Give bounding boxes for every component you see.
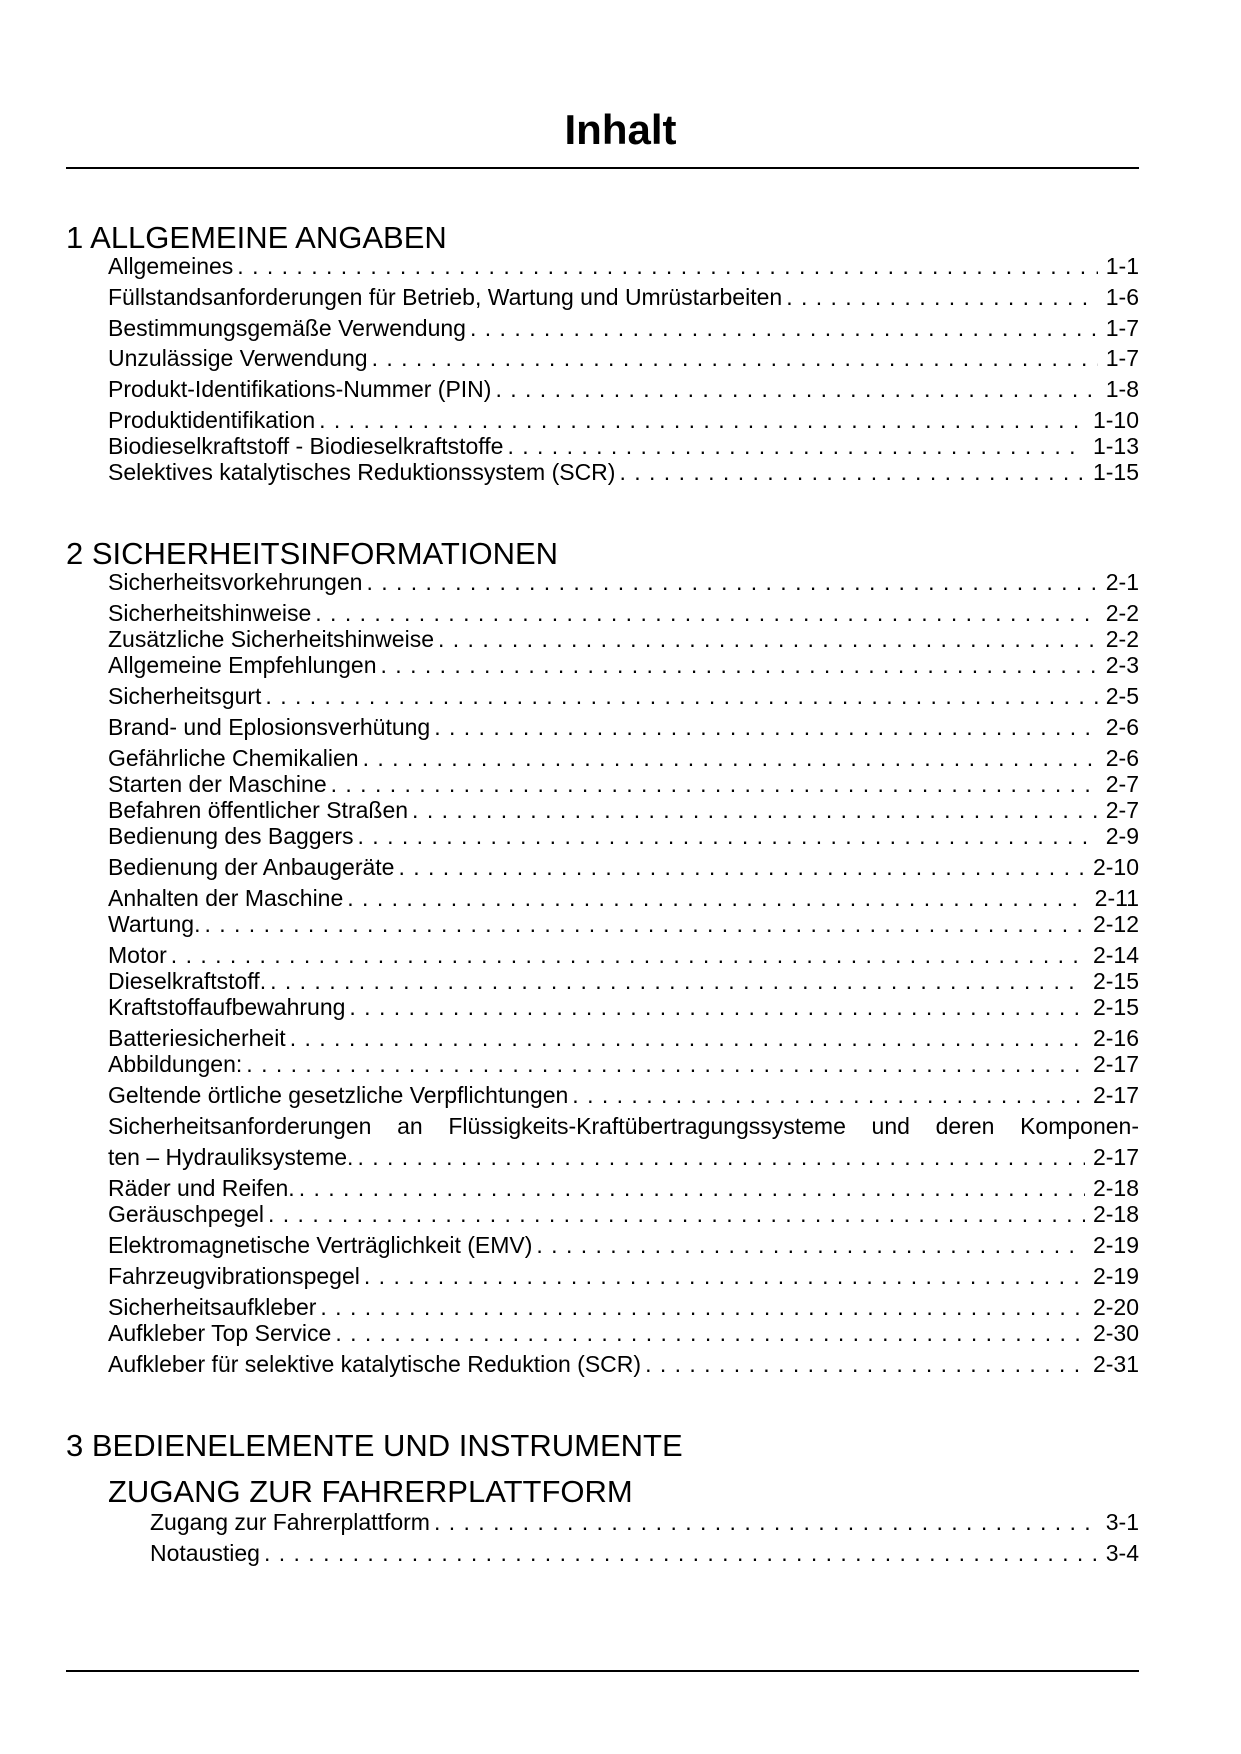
toc-entry-page: 2-17 <box>1092 1082 1139 1108</box>
toc-entry-label: Aufkleber Top Service <box>108 1320 332 1346</box>
toc-entry-page: 2-17 <box>1092 1144 1139 1170</box>
toc-entry-page: 2-30 <box>1092 1320 1139 1346</box>
toc-entry-page: 2-7 <box>1105 771 1139 797</box>
toc-entry-page: 2-19 <box>1092 1232 1139 1258</box>
toc-entry-label: Befahren öffentlicher Straßen <box>108 797 409 823</box>
dot-leader <box>315 599 1097 627</box>
toc-entry[interactable] <box>108 344 1139 372</box>
top-rule <box>66 167 1139 169</box>
toc-entry[interactable] <box>108 599 1139 627</box>
toc-entry-label: Füllstandsanforderungen für Betrieb, Wartung und Umrüstarbeiten <box>108 284 783 310</box>
section-heading: 1 ALLGEMEINE ANGABEN <box>66 220 447 255</box>
page-title: Inhalt <box>564 106 677 153</box>
toc-entry-label: Wartung. <box>108 911 201 937</box>
toc-entry-page: 2-18 <box>1092 1201 1139 1227</box>
dot-leader <box>358 822 1098 850</box>
dot-leader <box>438 625 1098 653</box>
bottom-rule <box>66 1670 1139 1672</box>
dot-leader <box>270 967 1085 995</box>
toc-entry[interactable] <box>108 252 1139 280</box>
toc-entry-page: 2-10 <box>1092 854 1139 880</box>
toc-entry-label: Gefährliche Chemikalien <box>108 745 359 771</box>
dot-leader <box>171 941 1085 969</box>
dot-leader <box>507 432 1084 460</box>
toc-entry-page: 2-1 <box>1105 569 1139 595</box>
toc-entry-label: Dieselkraftstoff. <box>108 968 267 994</box>
toc-entry[interactable] <box>108 796 1139 824</box>
toc-entry-label: Anhalten der Maschine <box>108 885 344 911</box>
toc-entry[interactable] <box>108 1024 1139 1052</box>
toc-entry[interactable] <box>108 406 1139 434</box>
toc-entry-label: Sicherheitsgurt <box>108 683 262 709</box>
toc-entry-page: 1-6 <box>1105 284 1139 310</box>
toc-entry-label: Abbildungen: <box>108 1051 243 1077</box>
dot-leader <box>372 344 1098 372</box>
dot-leader <box>290 1024 1085 1052</box>
toc-entry[interactable] <box>108 941 1139 969</box>
dot-leader <box>434 1508 1098 1536</box>
toc-entry[interactable] <box>108 1050 1139 1078</box>
toc-entry[interactable] <box>108 283 1139 311</box>
toc-entry-page: 2-6 <box>1105 714 1139 740</box>
toc-entry-label: Starten der Maschine <box>108 771 327 797</box>
subsection-heading: ZUGANG ZUR FAHRERPLATTFORM <box>108 1474 633 1509</box>
toc-entry-page: 2-19 <box>1092 1263 1139 1289</box>
dot-leader <box>786 283 1098 311</box>
toc-entry[interactable] <box>108 1262 1139 1290</box>
toc-entry-page: 1-7 <box>1105 315 1139 341</box>
toc-entry-label-line2: ten – Hydrauliksysteme. <box>108 1144 354 1170</box>
toc-entry-page: 1-13 <box>1092 433 1139 459</box>
dot-leader <box>349 993 1085 1021</box>
toc-entry[interactable] <box>108 1081 1139 1109</box>
toc-entry[interactable] <box>150 1508 1139 1536</box>
toc-entry-page: 3-1 <box>1105 1509 1139 1535</box>
toc-entry-label: Zugang zur Fahrerplattform <box>150 1509 430 1535</box>
dot-leader <box>398 853 1084 881</box>
dot-leader <box>619 458 1085 486</box>
toc-entry-label: Räder und Reifen. <box>108 1175 295 1201</box>
toc-entry[interactable] <box>108 967 1139 995</box>
toc-entry[interactable] <box>108 1174 1139 1202</box>
toc-entry-page: 2-6 <box>1105 745 1139 771</box>
toc-entry-page: 2-12 <box>1092 911 1139 937</box>
toc-entry-label: Fahrzeugvibrationspegel <box>108 1263 360 1289</box>
toc-entry-label: Elektromagnetische Verträglichkeit (EMV) <box>108 1232 533 1258</box>
toc-entry-page: 2-20 <box>1092 1294 1139 1320</box>
toc-entry-label: Produktidentifikation <box>108 407 316 433</box>
dot-leader <box>645 1350 1085 1378</box>
dot-leader <box>357 1143 1085 1171</box>
toc-entry[interactable] <box>108 853 1139 881</box>
toc-entry-label: Sicherheitsaufkleber <box>108 1294 317 1320</box>
toc-entry[interactable] <box>108 1200 1139 1228</box>
toc-entry-label: Kraftstoffaufbewahrung <box>108 994 346 1020</box>
toc-entry-label: Bedienung des Baggers <box>108 823 354 849</box>
toc-entry-label: Selektives katalytisches Reduktionssystem (SCR) <box>108 459 616 485</box>
toc-entry[interactable] <box>150 1539 1139 1567</box>
dot-leader <box>363 744 1098 772</box>
toc-entry[interactable] <box>108 993 1139 1021</box>
dot-leader <box>335 1319 1085 1347</box>
dot-leader <box>347 884 1086 912</box>
dot-leader <box>434 713 1098 741</box>
toc-entry-page: 2-31 <box>1092 1351 1139 1377</box>
toc-entry[interactable] <box>108 682 1139 710</box>
toc-entry-label: Sicherheitsvorkehrungen <box>108 569 363 595</box>
toc-entry[interactable] <box>108 1350 1139 1378</box>
toc-entry-page: 3-4 <box>1105 1540 1139 1566</box>
toc-entry-page: 1-1 <box>1105 253 1139 279</box>
toc-entry-label: Bestimmungsgemäße Verwendung <box>108 315 466 341</box>
toc-entry-label: Aufkleber für selektive katalytische Reduktion (SCR) <box>108 1351 642 1377</box>
dot-leader <box>320 1293 1085 1321</box>
toc-entry-label: Bedienung der Anbaugeräte <box>108 854 395 880</box>
toc-entry[interactable] <box>108 625 1139 653</box>
toc-entry-page: 2-3 <box>1105 652 1139 678</box>
dot-leader <box>331 770 1098 798</box>
dot-leader <box>246 1050 1085 1078</box>
toc-entry-label: Produkt-Identifikations-Nummer (PIN) <box>108 376 492 402</box>
toc-entry-label-line1: Sicherheitsanforderungen an Flüssigkeits-Kraftübertragungssysteme und deren Komponen- <box>108 1113 1139 1139</box>
toc-entry-page: 2-14 <box>1092 942 1139 968</box>
dot-leader <box>536 1231 1085 1259</box>
section-heading: 3 BEDIENELEMENTE UND INSTRUMENTE <box>66 1428 683 1463</box>
dot-leader <box>572 1081 1085 1109</box>
dot-leader <box>265 682 1097 710</box>
toc-entry-label: Motor <box>108 942 167 968</box>
toc-entry-page: 2-17 <box>1092 1051 1139 1077</box>
toc-entry[interactable] <box>108 910 1139 938</box>
toc-entry[interactable] <box>108 458 1139 486</box>
toc-entry[interactable] <box>108 884 1139 912</box>
toc-entry[interactable] <box>108 822 1139 850</box>
toc-entry[interactable] <box>108 1319 1139 1347</box>
toc-entry-page: 2-2 <box>1105 600 1139 626</box>
toc-entry[interactable] <box>108 432 1139 460</box>
toc-entry-page: 2-15 <box>1092 994 1139 1020</box>
dot-leader <box>264 1539 1098 1567</box>
toc-entry-label: Geräuschpegel <box>108 1201 264 1227</box>
toc-entry-page: 2-5 <box>1105 683 1139 709</box>
toc-entry-page: 2-9 <box>1105 823 1139 849</box>
toc-entry[interactable] <box>108 1231 1139 1259</box>
toc-entry-label: Brand- und Eplosionsverhütung <box>108 714 431 740</box>
toc-entry[interactable] <box>108 651 1139 679</box>
toc-entry[interactable] <box>108 375 1139 403</box>
toc-entry-page: 1-7 <box>1105 345 1139 371</box>
dot-leader <box>299 1174 1085 1202</box>
toc-entry[interactable] <box>108 568 1139 596</box>
dot-leader <box>204 910 1084 938</box>
toc-entry-page: 2-2 <box>1105 626 1139 652</box>
toc-entry-page: 1-8 <box>1105 376 1139 402</box>
toc-entry-label: Geltende örtliche gesetzliche Verpflichtungen <box>108 1082 569 1108</box>
toc-entry[interactable] <box>108 770 1139 798</box>
toc-entry-label: Allgemeines <box>108 253 234 279</box>
toc-entry-label: Biodieselkraftstoff - Biodieselkraftstoffe <box>108 433 504 459</box>
toc-entry-page: 2-18 <box>1092 1175 1139 1201</box>
dot-leader <box>366 568 1097 596</box>
toc-entry-label: Zusätzliche Sicherheitshinweise <box>108 626 434 652</box>
dot-leader <box>319 406 1085 434</box>
toc-entry-page: 1-10 <box>1092 407 1139 433</box>
dot-leader <box>381 651 1098 679</box>
toc-entry-page: 1-15 <box>1092 459 1139 485</box>
toc-entry-page: 2-7 <box>1105 797 1139 823</box>
toc-entry-page: 2-16 <box>1092 1025 1139 1051</box>
toc-entry-label: Allgemeine Empfehlungen <box>108 652 377 678</box>
dot-leader <box>237 252 1097 280</box>
toc-entry[interactable] <box>108 1293 1139 1321</box>
toc-entry-page: 2-11 <box>1094 885 1139 911</box>
toc-entry-label: Sicherheitshinweise <box>108 600 312 626</box>
dot-leader <box>412 796 1098 824</box>
dot-leader <box>495 375 1097 403</box>
toc-entry-label: Notaustieg <box>150 1540 260 1566</box>
toc-entry[interactable] <box>108 713 1139 741</box>
toc-entry[interactable] <box>108 1112 1139 1171</box>
toc-entry[interactable] <box>108 314 1139 342</box>
toc-entry[interactable] <box>108 744 1139 772</box>
toc-entry-label: Unzulässige Verwendung <box>108 345 368 371</box>
dot-leader <box>364 1262 1085 1290</box>
dot-leader <box>268 1200 1085 1228</box>
toc-entry-label: Batteriesicherheit <box>108 1025 286 1051</box>
toc-entry-page: 2-15 <box>1092 968 1139 994</box>
dot-leader <box>470 314 1098 342</box>
section-heading: 2 SICHERHEITSINFORMATIONEN <box>66 536 559 571</box>
